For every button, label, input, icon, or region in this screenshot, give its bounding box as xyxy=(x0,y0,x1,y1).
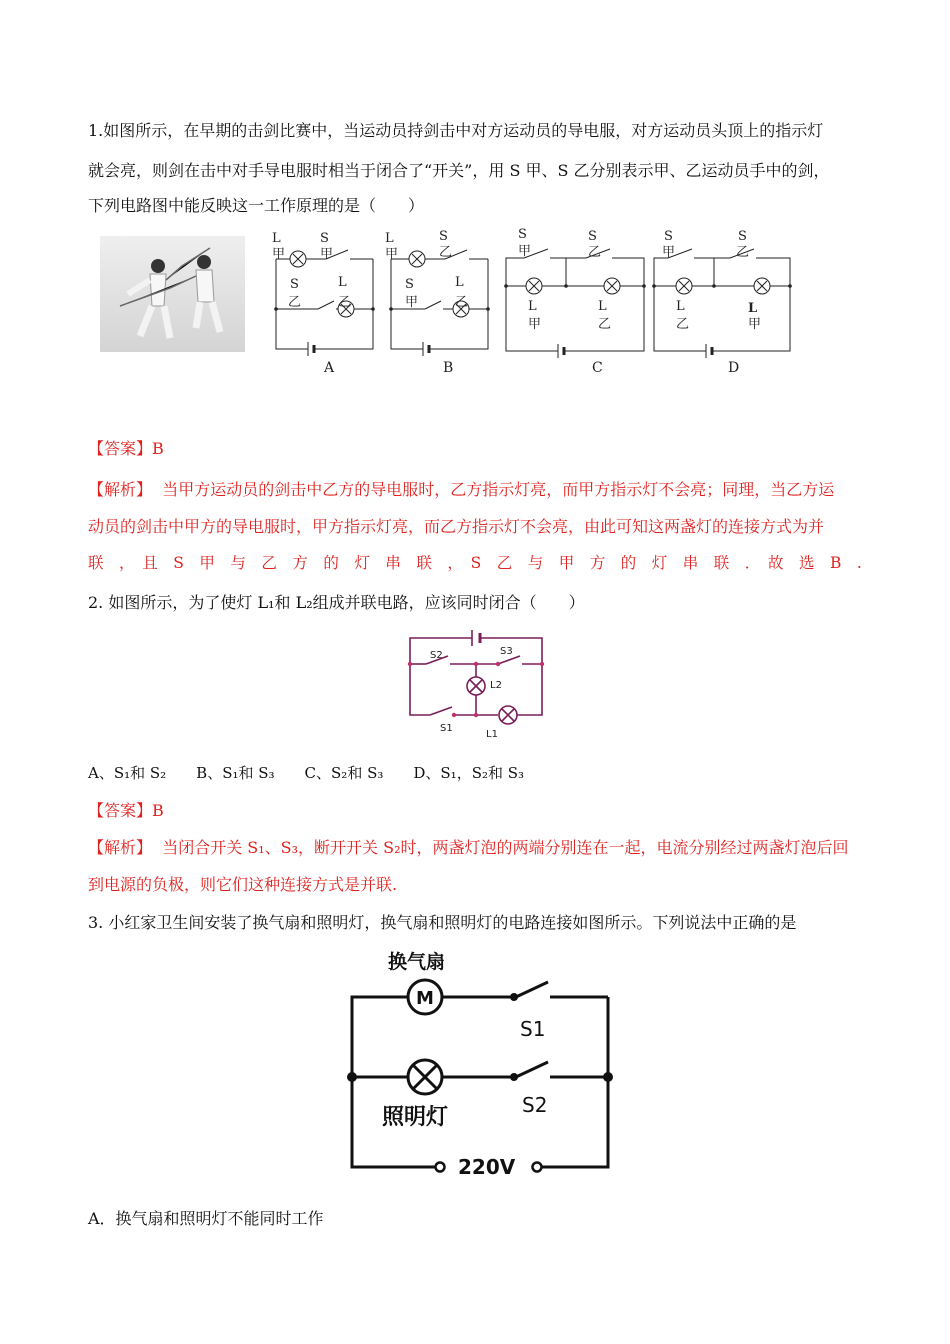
svg-text:S1: S1 xyxy=(440,723,453,734)
q1-stem-line3: 下列电路图中能反映这一工作原理的是（ ） xyxy=(88,196,425,215)
option-a-label: A xyxy=(324,360,335,376)
option-c-label: C xyxy=(592,360,603,376)
svg-text:L: L xyxy=(272,231,281,246)
svg-text:S: S xyxy=(290,277,299,292)
svg-text:L: L xyxy=(676,299,685,314)
svg-text:S: S xyxy=(664,229,673,244)
circuit-c xyxy=(500,228,650,378)
switch-s1-label: S1 xyxy=(520,1017,546,1041)
q3-stem: 3. 小红家卫生间安装了换气扇和照明灯，换气扇和照明灯的电路连接如图所示。下列说法中正确的是 xyxy=(88,913,797,932)
svg-text:S: S xyxy=(738,229,747,244)
svg-text:L2: L2 xyxy=(490,680,502,691)
svg-text:甲: 甲 xyxy=(385,247,399,262)
svg-text:S2: S2 xyxy=(430,650,443,661)
q2-answer xyxy=(88,798,164,821)
q2-analysis-line1 xyxy=(88,835,849,858)
svg-text:M: M xyxy=(416,988,434,1009)
analysis-label: 【解析】 xyxy=(88,480,153,499)
svg-text:S: S xyxy=(518,227,527,242)
option-d-label: D xyxy=(728,360,740,376)
q1-stem-line1: 1.如图所示，在早期的击剑比赛中，当运动员持剑击中对方运动员的导电服，对方运动员头顶上的指示灯 xyxy=(88,121,824,140)
svg-text:乙: 乙 xyxy=(736,245,750,260)
answer-label: 【答案】 xyxy=(88,439,153,458)
svg-text:乙: 乙 xyxy=(338,295,352,310)
q1-analysis-line1 xyxy=(88,477,834,500)
svg-text:L: L xyxy=(455,275,464,290)
fan-label: 换气扇 xyxy=(388,951,446,973)
analysis-label: 【解析】 xyxy=(88,838,153,857)
svg-text:S: S xyxy=(439,229,448,244)
q1-answer xyxy=(88,436,164,459)
svg-text:乙: 乙 xyxy=(288,295,302,310)
q2-stem: 2. 如图所示，为了使灯 L₁和 L₂组成并联电路，应该同时闭合（ ） xyxy=(88,593,585,612)
svg-text:S: S xyxy=(405,277,414,292)
circuit-a xyxy=(268,228,380,378)
q2-analysis-line2: 到电源的负极，则它们这种连接方式是并联. xyxy=(88,875,398,894)
svg-text:乙: 乙 xyxy=(676,317,690,332)
option-b-label: B xyxy=(443,360,454,376)
svg-text:L: L xyxy=(528,299,537,314)
svg-text:乙: 乙 xyxy=(455,295,469,310)
svg-text:甲: 甲 xyxy=(748,317,762,332)
q3-circuit xyxy=(340,942,630,1182)
voltage-label: 220V xyxy=(458,1155,516,1179)
svg-text:S: S xyxy=(588,229,597,244)
svg-text:甲: 甲 xyxy=(320,247,334,262)
answer-label: 【答案】 xyxy=(88,801,153,820)
svg-text:L: L xyxy=(338,275,347,290)
svg-text:甲: 甲 xyxy=(662,245,676,260)
svg-text:L: L xyxy=(385,231,394,246)
q1-analysis-line2: 动员的剑击中甲方的导电服时，甲方指示灯亮，而乙方指示灯不会亮，由此可知这两盏灯的连接方式为并 xyxy=(88,517,825,536)
svg-text:乙: 乙 xyxy=(588,245,602,260)
q1-stem-line2: 就会亮，则剑在击中对手导电服时相当于闭合了“开关”，用 S 甲、S 乙分别表示甲、乙运动员手中的剑， xyxy=(88,161,830,180)
q2-circuit xyxy=(404,622,549,740)
analysis-text: 当甲方运动员的剑击中乙方的导电服时，乙方指示灯亮，而甲方指示灯不会亮；同理，当乙方运 xyxy=(162,480,835,499)
q1-analysis-line3: 联 ， 且 S 甲 与 乙 方 的 灯 串 联 ， S 乙 与 甲 方 的 灯 串 联 ． 故 选 B . xyxy=(88,554,862,572)
fencing-photo xyxy=(100,236,245,352)
svg-text:L: L xyxy=(598,299,607,314)
svg-text:乙: 乙 xyxy=(598,317,612,332)
analysis-text: 当闭合开关 S₁、S₃，断开开关 S₂时，两盏灯泡的两端分别连在一起，电流分别经过两盏灯泡后回 xyxy=(162,838,849,857)
svg-text:甲: 甲 xyxy=(518,244,532,259)
svg-text:乙: 乙 xyxy=(439,245,453,260)
svg-text:甲: 甲 xyxy=(405,295,419,310)
svg-text:S: S xyxy=(320,231,329,246)
light-label: 照明灯 xyxy=(382,1105,449,1130)
q3-option-a: A．换气扇和照明灯不能同时工作 xyxy=(88,1209,324,1228)
q2-options: A、S₁和 S₂ B、S₁和 S₃ C、S₂和 S₃ D、S₁，S₂和 S₃ xyxy=(88,764,525,782)
svg-text:S3: S3 xyxy=(500,646,513,657)
svg-text:L1: L1 xyxy=(486,729,498,740)
svg-text:甲: 甲 xyxy=(528,317,542,332)
answer-value: B xyxy=(152,801,164,820)
svg-text:甲: 甲 xyxy=(272,247,286,262)
switch-s2-label: S2 xyxy=(522,1093,548,1117)
circuit-b xyxy=(383,228,495,378)
answer-value: B xyxy=(152,439,164,458)
svg-text:L: L xyxy=(748,301,758,316)
circuit-d xyxy=(650,228,800,378)
